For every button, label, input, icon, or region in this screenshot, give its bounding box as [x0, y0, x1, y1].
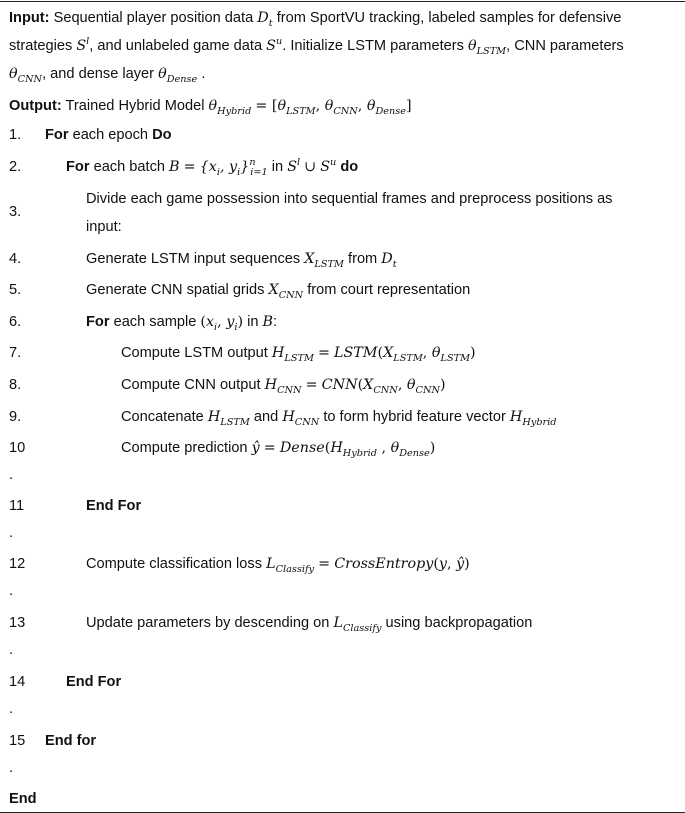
input-text: , CNN parameters [506, 38, 624, 54]
keyword-in: in [271, 159, 284, 175]
line-number-dot: . [9, 760, 14, 776]
input-label: Input: [9, 10, 50, 26]
line-text: from [348, 251, 378, 267]
line-number: 7. [9, 345, 22, 361]
line-12: Compute classification loss $L_{Classify}$ = CrossEntropy(y, ŷ) [86, 556, 470, 575]
line-text: Compute classification loss [86, 556, 263, 572]
line-number-dot: . [9, 467, 14, 483]
line-5: Generate CNN spatial grids $X_{CNN}$ from court representation [86, 282, 471, 301]
line-7: Compute LSTM output $H_{LSTM}$ = $LSTM(X_{LSTM}$, $\theta_{LSTM}$) [121, 345, 476, 364]
line-text: to form hybrid feature vector [323, 409, 506, 425]
line-3a: Divide each game possession into sequential frames and preprocess positions as [86, 191, 613, 207]
line-number: 6. [9, 314, 22, 330]
line-15 [45, 731, 96, 751]
input-text: . [201, 66, 206, 82]
line-number: 15 [9, 733, 26, 749]
line-text: Compute LSTM output [121, 345, 268, 361]
keyword: End For [66, 674, 122, 690]
input-text: Sequential player position data [53, 10, 254, 26]
input-line-1: Input: Sequential player position data $D_t$ from SportVU tracking, labeled samples for defensive [9, 10, 622, 29]
line-text: each epoch [72, 127, 149, 143]
line-number-dot: . [9, 583, 14, 599]
line-text: each sample [113, 314, 197, 330]
line-number: 5. [9, 282, 22, 298]
line-1 [45, 125, 172, 145]
line-text: and [253, 409, 279, 425]
line-number: 14 [9, 674, 26, 690]
keyword: For [45, 127, 69, 143]
line-13: Update parameters by descending on $L_{Classify}$ using backpropagation [86, 615, 533, 634]
input-line-3: $\theta_{CNN}$, and dense layer $\theta_{Dense}$ . [9, 66, 206, 85]
keyword: End for [45, 733, 97, 749]
line-number-dot: . [9, 701, 14, 717]
input-text: from SportVU tracking, labeled samples for defensive [276, 10, 622, 26]
line-number: 2. [9, 159, 22, 175]
output-text: Trained Hybrid Model [65, 98, 205, 114]
line-number: 8. [9, 377, 22, 393]
input-text: , and unlabeled game data [89, 38, 263, 54]
keyword: For [86, 314, 110, 330]
line-3b: input: [86, 219, 122, 235]
line-number: 11 [9, 498, 25, 514]
line-text: Compute CNN output [121, 377, 261, 393]
line-number-dot: . [9, 525, 14, 541]
keyword: End For [86, 498, 142, 514]
line-8: Compute CNN output $H_{CNN} = CNN(X_{CNN}$, $\theta_{CNN}$) [121, 377, 446, 396]
line-number: 13 [9, 615, 26, 631]
line-number: 10 [9, 440, 26, 456]
output-line: Output: Trained Hybrid Model $\theta_{Hybrid} = [\theta_{LSTM}$, $\theta_{CNN}$, $\theta_{Dense}$] [9, 98, 412, 117]
line-number: 3. [9, 204, 22, 220]
line-text: Concatenate [121, 409, 204, 425]
end-line [9, 789, 37, 809]
input-text: . Initialize LSTM parameters [282, 38, 464, 54]
line-2: For each batch $B = \{x_i$, $y_i\}^n_{i=1}$ in $S^l$ ∪ $S^u$ do [66, 157, 359, 178]
keyword: For [66, 159, 90, 175]
input-line-2: strategies $S^l$, and unlabeled game data $S^u$. Initialize LSTM parameters $\theta_{LSTM}$, CNN parameters [9, 36, 624, 57]
line-number-dot: . [9, 642, 14, 658]
line-6: For each sample ($x_i$, $y_i$) in B: [86, 314, 278, 333]
line-text: using backpropagation [385, 615, 533, 631]
line-text: in [247, 314, 259, 330]
line-14 [66, 672, 121, 692]
line-number: 4. [9, 251, 22, 267]
line-text: Generate CNN spatial grids [86, 282, 265, 298]
keyword: Do [152, 127, 172, 143]
line-text: Generate LSTM input sequences [86, 251, 301, 267]
line-text: Update parameters by descending on [86, 615, 330, 631]
keyword: do [340, 159, 359, 175]
line-11 [86, 496, 141, 516]
line-10: Compute prediction ŷ = $Dense(H_{Hybrid}$ , $\theta_{Dense}$) [121, 440, 436, 459]
line-number: 12 [9, 556, 26, 572]
line-text: Compute prediction [121, 440, 248, 456]
top-rule [0, 1, 685, 2]
output-label: Output: [9, 98, 62, 114]
keyword: End [9, 791, 37, 807]
line-4: Generate LSTM input sequences $X_{LSTM}$ from $D_t$ [86, 251, 397, 270]
line-text: from court representation [307, 282, 471, 298]
line-text: each batch [93, 159, 165, 175]
line-number: 1. [9, 127, 22, 143]
input-text: , and dense layer [42, 66, 155, 82]
line-number: 9. [9, 409, 22, 425]
input-text: strategies [9, 38, 73, 54]
line-9: Concatenate $H_{LSTM}$ and $H_{CNN}$ to form hybrid feature vector $H_{Hybrid}$ [121, 409, 557, 428]
